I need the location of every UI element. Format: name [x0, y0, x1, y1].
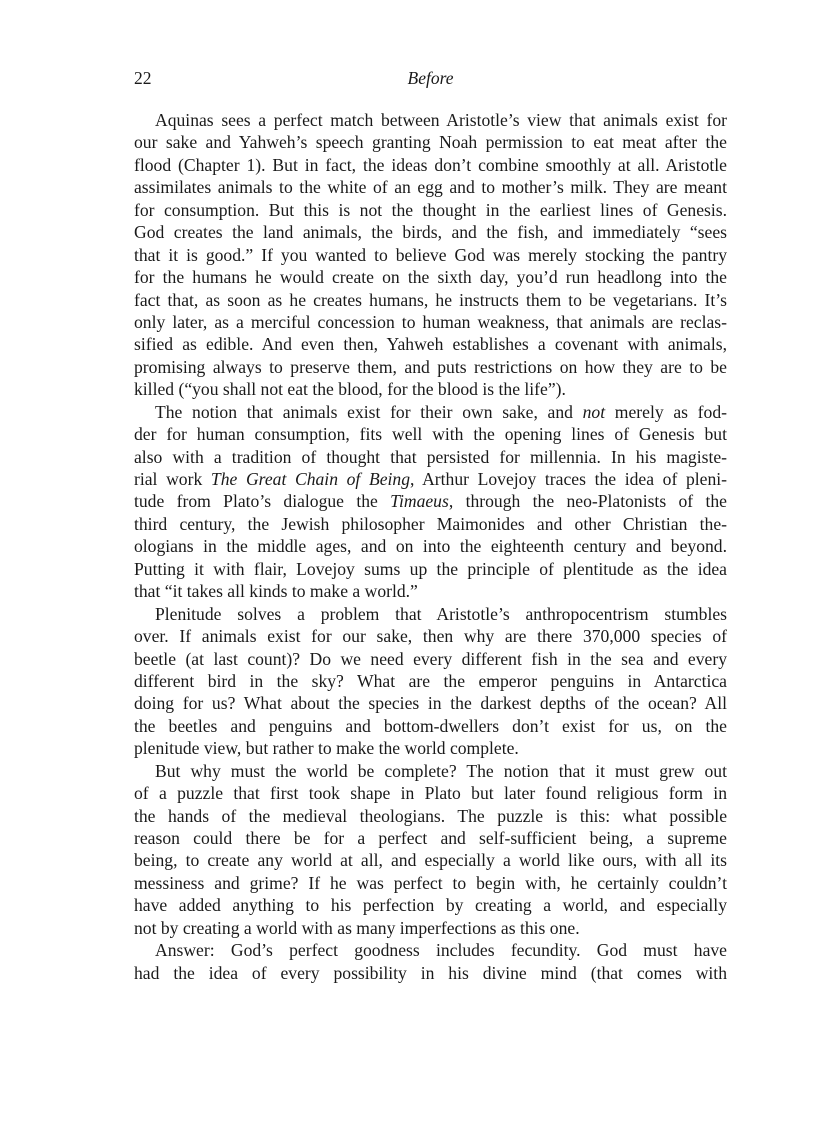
text-line: fact that, as soon as he creates humans, he instructs them to be vegetarians. It’s — [134, 289, 727, 310]
running-head — [134, 66, 727, 90]
text-line: assimilates animals to the white of an egg and to mother’s milk. They are meant — [134, 177, 727, 198]
text-line: But why must the world be complete? The notion that it must grew out — [155, 760, 727, 781]
text-line: flood (Chapter 1). But in fact, the ideas don’t combine smoothly at all. Aristotle — [134, 154, 727, 175]
text-line: only later, as a merciful concession to human weakness, that animals are reclas- — [134, 311, 727, 332]
text-line: Answer: God’s perfect goodness includes fecundity. God must have — [155, 940, 727, 961]
text-line: had the idea of every possibility in his divine mind (that comes with — [134, 962, 727, 983]
italic-text: not — [582, 401, 606, 422]
italic-text: Timaeus — [390, 491, 449, 512]
text-line: that it is good.” If you wanted to believe God was merely stocking the pantry — [134, 244, 727, 265]
text-line: Putting it with flair, Lovejoy sums up the principle of plentitude as the idea — [134, 558, 727, 579]
paragraph — [134, 109, 727, 401]
text-line: tude from Plato’s dialogue the Timaeus, through the neo-Platonists of the — [134, 491, 727, 512]
text-line: our sake and Yahweh’s speech granting Noah permission to eat meat after the — [134, 132, 727, 153]
text-line: plenitude view, but rather to make the world complete. — [134, 738, 519, 759]
running-head-title: Before — [407, 68, 454, 88]
text-line: also with a tradition of thought that persisted for millennia. In his magiste- — [134, 446, 727, 467]
text-line: killed (“you shall not eat the blood, for the blood is the life”). — [134, 379, 566, 400]
text-line: beetle (at last count)? Do we need every different fish in the sea and every — [134, 648, 727, 669]
text-line: rial work The Great Chain of Being, Arthur Lovejoy traces the idea of pleni- — [134, 469, 728, 489]
text-line: for the humans he would create on the sixth day, you’d run headlong into the — [134, 267, 727, 288]
text-line: different bird in the sky? What are the emperor penguins in Antarctica — [134, 670, 727, 691]
text-line: promising always to preserve them, and puts restrictions on how they are to be — [134, 356, 727, 377]
text-line: Plenitude solves a problem that Aristotle’s anthropocentrism stumbles — [155, 603, 727, 624]
text-line: the hands of the medieval theologians. The puzzle is this: what possible — [134, 805, 727, 826]
paragraph — [134, 401, 727, 603]
text-line: of a puzzle that first took shape in Plato but later found religious form in — [134, 783, 727, 804]
text-line: have added anything to his perfection by creating a world, and especially — [134, 895, 727, 916]
body-text — [134, 109, 727, 984]
text-line: ologians in the middle ages, and on into the eighteenth century and beyond. — [134, 536, 727, 557]
text-line: third century, the Jewish philosopher Maimonides and other Christian the- — [134, 513, 727, 534]
paragraph — [134, 939, 727, 984]
text-line: der for human consumption, fits well with the opening lines of Genesis but — [134, 424, 727, 445]
text-line: doing for us? What about the species in the darkest depths of the ocean? All — [134, 693, 727, 714]
text-line: sified as edible. And even then, Yahweh establishes a covenant with animals, — [134, 334, 727, 355]
text-line: not by creating a world with as many imperfections as this one. — [134, 917, 580, 938]
text-line: that “it takes all kinds to make a world.” — [134, 581, 418, 602]
text-line: the beetles and penguins and bottom-dwellers don’t exist for us, on the — [134, 715, 727, 736]
italic-text: The Great Chain of Being — [210, 469, 411, 489]
text-line: reason could there be for a perfect and self-sufficient being, a supreme — [134, 828, 727, 848]
text-line: over. If animals exist for our sake, then why are there 370,000 species of — [134, 626, 727, 647]
text-line: The notion that animals exist for their own sake, and not merely as fod- — [155, 401, 727, 422]
text-line: being, to create any world at all, and especially a world like ours, with all its — [134, 850, 727, 871]
text-line: Aquinas sees a perfect match between Aristotle’s view that animals exist for — [155, 110, 727, 130]
paragraph — [134, 603, 727, 760]
paragraph — [134, 760, 727, 940]
page-number: 22 — [134, 68, 152, 88]
text-line: for consumption. But this is not the thought in the earliest lines of Genesis. — [134, 199, 727, 220]
text-line: messiness and grime? If he was perfect to begin with, he certainly couldn’t — [134, 872, 727, 893]
text-line: God creates the land animals, the birds, and the fish, and immediately “sees — [134, 222, 727, 243]
